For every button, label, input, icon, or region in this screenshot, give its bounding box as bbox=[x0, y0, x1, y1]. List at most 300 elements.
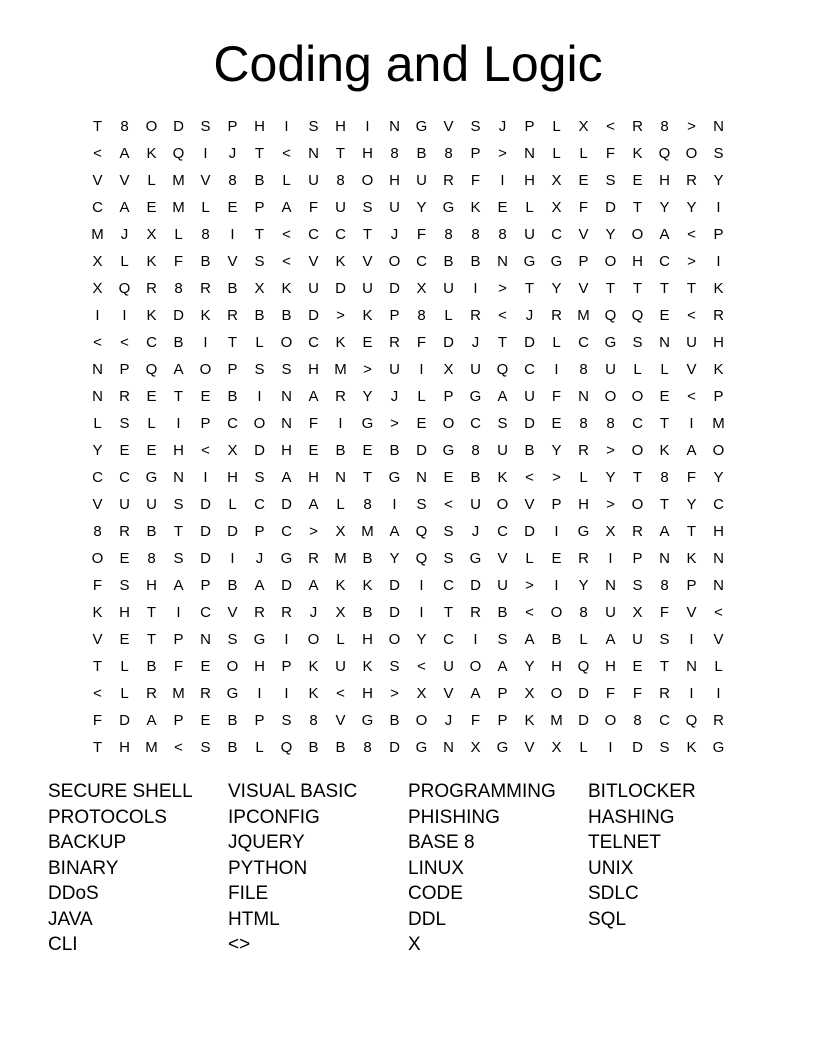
word-list-item: SECURE SHELL bbox=[48, 781, 193, 802]
grid-letter: B bbox=[146, 658, 157, 675]
grid-letter: < bbox=[336, 685, 345, 702]
grid-letter: P bbox=[173, 631, 184, 648]
grid-letter: S bbox=[173, 496, 184, 513]
grid-letter: I bbox=[365, 118, 370, 135]
grid-letter: < bbox=[525, 469, 534, 486]
grid-letter: K bbox=[146, 307, 157, 324]
grid-letter: G bbox=[442, 199, 455, 216]
grid-letter: Y bbox=[686, 199, 697, 216]
grid-letter: S bbox=[173, 550, 184, 567]
grid-letter: E bbox=[659, 307, 670, 324]
grid-letter: R bbox=[686, 172, 697, 189]
grid-letter: I bbox=[95, 307, 100, 324]
grid-letter: S bbox=[281, 712, 292, 729]
grid-letter: O bbox=[550, 604, 563, 621]
grid-letter: S bbox=[254, 253, 265, 270]
word-search-grid bbox=[84, 113, 732, 761]
grid-letter: D bbox=[524, 334, 535, 351]
grid-letter: Q bbox=[118, 280, 131, 297]
grid-letter: U bbox=[632, 631, 643, 648]
grid-letter: S bbox=[497, 415, 508, 432]
grid-letter: V bbox=[443, 685, 454, 702]
grid-letter: U bbox=[308, 280, 319, 297]
grid-letter: X bbox=[146, 226, 157, 243]
grid-letter: C bbox=[443, 577, 454, 594]
grid-letter: C bbox=[119, 469, 130, 486]
grid-letter: N bbox=[578, 388, 589, 405]
grid-letter: E bbox=[632, 658, 643, 675]
grid-letter: > bbox=[336, 307, 345, 324]
grid-letter: L bbox=[552, 334, 561, 351]
grid-letter: R bbox=[119, 523, 130, 540]
grid-letter: < bbox=[93, 145, 102, 162]
grid-letter: Y bbox=[605, 469, 616, 486]
grid-letter: P bbox=[227, 361, 238, 378]
grid-letter: L bbox=[201, 199, 210, 216]
word-list-item: HTML bbox=[228, 908, 280, 930]
grid-letter: L bbox=[660, 361, 669, 378]
grid-letter: E bbox=[362, 334, 373, 351]
grid-letter: E bbox=[119, 631, 130, 648]
grid-letter: C bbox=[92, 469, 103, 486]
word-list-item: BASE 8 bbox=[408, 832, 475, 853]
grid-letter: U bbox=[389, 199, 400, 216]
grid-letter: T bbox=[632, 469, 643, 486]
grid-letter: O bbox=[199, 361, 212, 378]
grid-letter: S bbox=[497, 631, 508, 648]
grid-letter: Q bbox=[631, 307, 644, 324]
grid-letter: M bbox=[577, 307, 590, 324]
grid-letter: K bbox=[713, 361, 724, 378]
grid-letter: I bbox=[473, 631, 478, 648]
grid-letter: H bbox=[335, 118, 346, 135]
grid-letter: 8 bbox=[606, 415, 615, 432]
grid-letter: I bbox=[716, 199, 721, 216]
grid-letter: R bbox=[281, 604, 292, 621]
grid-letter: L bbox=[579, 739, 588, 756]
grid-letter: < bbox=[282, 145, 291, 162]
grid-letter: S bbox=[632, 334, 643, 351]
grid-letter: G bbox=[415, 739, 428, 756]
grid-letter: L bbox=[579, 631, 588, 648]
grid-letter: V bbox=[524, 496, 535, 513]
grid-letter: P bbox=[551, 496, 562, 513]
grid-letter: U bbox=[524, 226, 535, 243]
grid-letter: K bbox=[335, 577, 346, 594]
grid-letter: R bbox=[308, 550, 319, 567]
grid-letter: V bbox=[200, 172, 211, 189]
grid-letter: K bbox=[713, 280, 724, 297]
grid-letter: S bbox=[281, 361, 292, 378]
grid-letter: I bbox=[284, 685, 289, 702]
grid-letter: > bbox=[687, 118, 696, 135]
grid-letter: P bbox=[200, 415, 211, 432]
grid-letter: < bbox=[687, 226, 696, 243]
grid-letter: V bbox=[578, 280, 589, 297]
grid-letter: L bbox=[633, 361, 642, 378]
grid-letter: L bbox=[579, 145, 588, 162]
grid-letter: U bbox=[389, 361, 400, 378]
grid-letter: Q bbox=[604, 307, 617, 324]
grid-letter: O bbox=[388, 253, 401, 270]
grid-letter: 8 bbox=[390, 145, 399, 162]
word-list-item: FILE bbox=[228, 883, 269, 904]
grid-letter: A bbox=[173, 577, 184, 594]
grid-letter: T bbox=[497, 334, 508, 351]
grid-letter: O bbox=[631, 388, 644, 405]
grid-letter: D bbox=[632, 739, 643, 756]
grid-letter: A bbox=[470, 685, 481, 702]
grid-letter: L bbox=[228, 496, 237, 513]
grid-letter: T bbox=[146, 631, 157, 648]
grid-letter: N bbox=[389, 118, 400, 135]
grid-letter: 8 bbox=[363, 739, 372, 756]
grid-letter: D bbox=[200, 496, 211, 513]
grid-letter: < bbox=[201, 442, 210, 459]
grid-letter: 8 bbox=[336, 172, 345, 189]
grid-letter: D bbox=[254, 442, 265, 459]
grid-letter: X bbox=[524, 685, 535, 702]
grid-letter: > bbox=[687, 253, 696, 270]
grid-letter: B bbox=[254, 307, 265, 324]
grid-letter: E bbox=[497, 199, 508, 216]
grid-letter: M bbox=[550, 712, 563, 729]
grid-letter: 8 bbox=[174, 280, 183, 297]
grid-letter: L bbox=[120, 658, 129, 675]
grid-letter: A bbox=[308, 388, 319, 405]
grid-letter: K bbox=[497, 469, 508, 486]
grid-letter: T bbox=[254, 226, 265, 243]
grid-letter: J bbox=[390, 226, 399, 243]
grid-letter: D bbox=[416, 442, 427, 459]
grid-letter: X bbox=[605, 523, 616, 540]
grid-letter: < bbox=[120, 334, 129, 351]
grid-letter: < bbox=[417, 658, 426, 675]
grid-letter: S bbox=[254, 469, 265, 486]
grid-letter: X bbox=[578, 118, 589, 135]
grid-letter: R bbox=[578, 550, 589, 567]
grid-letter: X bbox=[92, 280, 103, 297]
grid-letter: C bbox=[551, 226, 562, 243]
grid-letter: > bbox=[606, 442, 615, 459]
grid-letter: R bbox=[200, 685, 211, 702]
grid-letter: Y bbox=[362, 388, 373, 405]
grid-letter: R bbox=[551, 307, 562, 324]
grid-letter: L bbox=[552, 145, 561, 162]
grid-letter: G bbox=[550, 253, 563, 270]
grid-letter: J bbox=[471, 334, 480, 351]
grid-letter: V bbox=[362, 253, 373, 270]
grid-letter: C bbox=[470, 415, 481, 432]
grid-letter: L bbox=[525, 199, 534, 216]
grid-letter: Y bbox=[686, 496, 697, 513]
word-list-item: SDLC bbox=[588, 883, 639, 904]
grid-letter: A bbox=[659, 523, 670, 540]
grid-letter: J bbox=[444, 712, 453, 729]
grid-letter: L bbox=[417, 388, 426, 405]
grid-letter: P bbox=[254, 523, 265, 540]
word-list-item: HASHING bbox=[588, 806, 675, 828]
grid-letter: < bbox=[93, 334, 102, 351]
grid-letter: S bbox=[119, 415, 130, 432]
grid-letter: H bbox=[632, 253, 643, 270]
grid-letter: B bbox=[470, 469, 481, 486]
grid-letter: Q bbox=[658, 145, 671, 162]
grid-letter: Q bbox=[145, 361, 158, 378]
grid-letter: S bbox=[200, 118, 211, 135]
grid-letter: H bbox=[605, 658, 616, 675]
grid-letter: A bbox=[524, 631, 535, 648]
grid-letter: > bbox=[363, 361, 372, 378]
grid-letter: C bbox=[578, 334, 589, 351]
grid-letter: Y bbox=[416, 199, 427, 216]
grid-letter: I bbox=[122, 307, 127, 324]
grid-letter: T bbox=[659, 496, 670, 513]
grid-letter: 8 bbox=[93, 523, 102, 540]
grid-letter: Y bbox=[578, 577, 589, 594]
grid-letter: B bbox=[227, 577, 238, 594]
grid-letter: D bbox=[578, 685, 589, 702]
grid-letter: I bbox=[419, 577, 424, 594]
grid-letter: V bbox=[92, 172, 103, 189]
grid-letter: D bbox=[389, 739, 400, 756]
grid-letter: D bbox=[470, 577, 481, 594]
grid-letter: S bbox=[470, 118, 481, 135]
grid-letter: H bbox=[362, 631, 373, 648]
grid-letter: E bbox=[227, 199, 238, 216]
grid-letter: C bbox=[254, 496, 265, 513]
grid-letter: I bbox=[554, 523, 559, 540]
grid-letter: H bbox=[146, 577, 157, 594]
grid-letter: F bbox=[308, 415, 319, 432]
grid-letter: O bbox=[442, 415, 455, 432]
grid-letter: C bbox=[632, 415, 643, 432]
grid-letter: K bbox=[200, 307, 211, 324]
grid-letter: S bbox=[713, 145, 724, 162]
grid-letter: U bbox=[686, 334, 697, 351]
grid-letter: F bbox=[578, 199, 589, 216]
grid-letter: N bbox=[173, 469, 184, 486]
grid-letter: I bbox=[284, 118, 289, 135]
grid-letter: I bbox=[203, 334, 208, 351]
grid-letter: T bbox=[443, 604, 454, 621]
grid-letter: O bbox=[604, 253, 617, 270]
grid-letter: P bbox=[254, 712, 265, 729]
grid-letter: G bbox=[253, 631, 266, 648]
grid-letter: E bbox=[551, 550, 562, 567]
grid-letter: P bbox=[470, 145, 481, 162]
grid-letter: P bbox=[254, 199, 265, 216]
grid-letter: C bbox=[497, 523, 508, 540]
grid-letter: E bbox=[200, 712, 211, 729]
grid-letter: D bbox=[227, 523, 238, 540]
grid-letter: F bbox=[92, 712, 103, 729]
grid-letter: H bbox=[713, 523, 724, 540]
grid-letter: R bbox=[632, 118, 643, 135]
grid-letter: D bbox=[389, 604, 400, 621]
grid-letter: B bbox=[335, 739, 346, 756]
grid-letter: T bbox=[632, 280, 643, 297]
grid-letter: O bbox=[307, 631, 320, 648]
grid-letter: 8 bbox=[579, 415, 588, 432]
grid-letter: A bbox=[146, 712, 157, 729]
grid-letter: I bbox=[716, 253, 721, 270]
grid-letter: J bbox=[255, 550, 264, 567]
grid-letter: O bbox=[253, 415, 266, 432]
grid-letter: B bbox=[227, 739, 238, 756]
grid-letter: M bbox=[712, 415, 725, 432]
grid-letter: S bbox=[362, 199, 373, 216]
grid-letter: O bbox=[280, 334, 293, 351]
grid-letter: H bbox=[389, 172, 400, 189]
grid-letter: A bbox=[686, 442, 697, 459]
grid-letter: A bbox=[659, 226, 670, 243]
grid-letter: D bbox=[524, 523, 535, 540]
grid-letter: F bbox=[173, 253, 184, 270]
grid-letter: Y bbox=[92, 442, 103, 459]
grid-letter: R bbox=[227, 307, 238, 324]
grid-letter: P bbox=[173, 712, 184, 729]
grid-letter: V bbox=[686, 604, 697, 621]
grid-letter: I bbox=[689, 415, 694, 432]
grid-letter: R bbox=[146, 685, 157, 702]
grid-letter: < bbox=[714, 604, 723, 621]
grid-letter: L bbox=[147, 415, 156, 432]
grid-letter: D bbox=[335, 280, 346, 297]
grid-letter: N bbox=[416, 469, 427, 486]
grid-letter: O bbox=[91, 550, 104, 567]
grid-letter: T bbox=[173, 523, 184, 540]
grid-letter: T bbox=[362, 226, 373, 243]
grid-letter: D bbox=[605, 199, 616, 216]
grid-letter: < bbox=[498, 307, 507, 324]
grid-letter: X bbox=[92, 253, 103, 270]
grid-letter: Y bbox=[389, 550, 400, 567]
grid-letter: P bbox=[227, 118, 238, 135]
grid-letter: A bbox=[308, 496, 319, 513]
grid-letter: C bbox=[659, 253, 670, 270]
grid-letter: X bbox=[551, 199, 562, 216]
grid-letter: Q bbox=[280, 739, 293, 756]
page-title: Coding and Logic bbox=[213, 36, 603, 92]
word-list-item: JQUERY bbox=[228, 832, 305, 853]
grid-letter: U bbox=[335, 658, 346, 675]
grid-letter: U bbox=[470, 496, 481, 513]
grid-letter: A bbox=[173, 361, 184, 378]
grid-letter: N bbox=[308, 145, 319, 162]
grid-letter: I bbox=[284, 631, 289, 648]
grid-letter: S bbox=[416, 496, 427, 513]
grid-letter: U bbox=[470, 361, 481, 378]
grid-letter: K bbox=[146, 145, 157, 162]
grid-letter: H bbox=[173, 442, 184, 459]
grid-letter: H bbox=[551, 658, 562, 675]
word-list-item: LINUX bbox=[408, 857, 464, 879]
grid-letter: B bbox=[362, 604, 373, 621]
grid-letter: P bbox=[497, 712, 508, 729]
grid-letter: B bbox=[227, 280, 238, 297]
grid-letter: I bbox=[689, 685, 694, 702]
grid-letter: C bbox=[200, 604, 211, 621]
grid-letter: U bbox=[497, 442, 508, 459]
word-list-item: X bbox=[408, 934, 421, 955]
grid-letter: J bbox=[525, 307, 534, 324]
grid-letter: J bbox=[120, 226, 129, 243]
grid-letter: 8 bbox=[309, 712, 318, 729]
grid-letter: S bbox=[254, 361, 265, 378]
grid-letter: C bbox=[713, 496, 724, 513]
grid-letter: V bbox=[227, 253, 238, 270]
grid-letter: S bbox=[389, 658, 400, 675]
grid-letter: I bbox=[257, 388, 262, 405]
grid-letter: B bbox=[389, 712, 400, 729]
grid-letter: 8 bbox=[471, 226, 480, 243]
grid-letter: K bbox=[308, 658, 319, 675]
grid-letter: B bbox=[389, 442, 400, 459]
grid-letter: S bbox=[119, 577, 130, 594]
grid-letter: G bbox=[523, 253, 536, 270]
grid-letter: > bbox=[498, 145, 507, 162]
grid-letter: V bbox=[308, 253, 319, 270]
grid-letter: P bbox=[524, 118, 535, 135]
grid-letter: 8 bbox=[363, 496, 372, 513]
grid-letter: D bbox=[200, 550, 211, 567]
grid-letter: H bbox=[119, 604, 130, 621]
grid-letter: G bbox=[388, 469, 401, 486]
grid-letter: E bbox=[578, 172, 589, 189]
grid-letter: F bbox=[551, 388, 562, 405]
grid-letter: B bbox=[227, 712, 238, 729]
grid-letter: V bbox=[578, 226, 589, 243]
grid-letter: 8 bbox=[633, 712, 642, 729]
grid-letter: I bbox=[338, 415, 343, 432]
grid-letter: < bbox=[282, 253, 291, 270]
grid-letter: E bbox=[200, 658, 211, 675]
grid-letter: Y bbox=[551, 280, 562, 297]
grid-letter: D bbox=[200, 523, 211, 540]
grid-letter: H bbox=[254, 118, 265, 135]
grid-letter: T bbox=[92, 658, 103, 675]
grid-letter: M bbox=[361, 523, 374, 540]
grid-letter: H bbox=[254, 658, 265, 675]
grid-letter: F bbox=[605, 145, 616, 162]
grid-letter: Q bbox=[172, 145, 185, 162]
grid-letter: X bbox=[416, 280, 427, 297]
grid-letter: R bbox=[200, 280, 211, 297]
word-list-item: <> bbox=[228, 934, 251, 955]
grid-letter: B bbox=[227, 388, 238, 405]
grid-letter: B bbox=[146, 523, 157, 540]
grid-letter: N bbox=[200, 631, 211, 648]
grid-letter: L bbox=[147, 172, 156, 189]
grid-letter: D bbox=[281, 577, 292, 594]
grid-letter: U bbox=[119, 496, 130, 513]
grid-letter: H bbox=[362, 685, 373, 702]
grid-letter: A bbox=[308, 577, 319, 594]
grid-letter: P bbox=[497, 685, 508, 702]
grid-letter: M bbox=[91, 226, 104, 243]
grid-letter: B bbox=[308, 739, 319, 756]
grid-letter: G bbox=[577, 523, 590, 540]
grid-letter: D bbox=[119, 712, 130, 729]
grid-letter: R bbox=[470, 604, 481, 621]
word-list-item: TELNET bbox=[588, 832, 661, 853]
grid-letter: M bbox=[172, 685, 185, 702]
grid-letter: H bbox=[659, 172, 670, 189]
grid-letter: T bbox=[524, 280, 535, 297]
grid-letter: < bbox=[687, 307, 696, 324]
grid-letter: Q bbox=[415, 523, 428, 540]
